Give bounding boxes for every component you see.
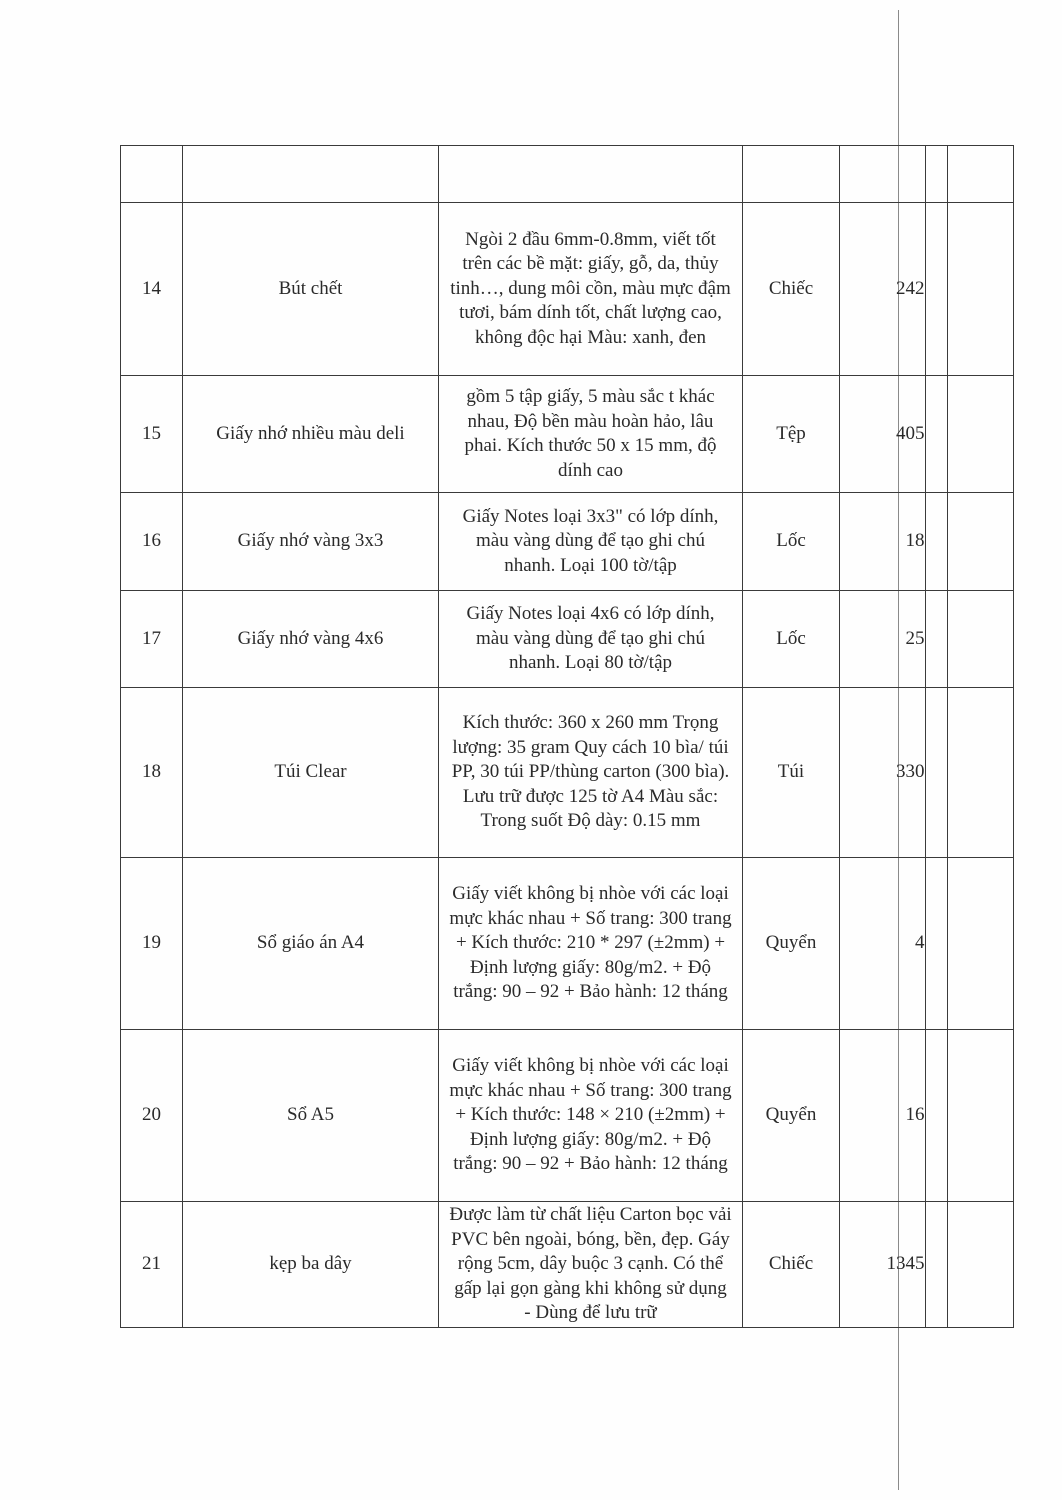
table-header-row [121,146,1014,203]
empty-cell [948,688,1014,858]
item-quantity [840,591,926,688]
item-description: gồm 5 tập giấy, 5 màu sắc t khác nhau, Độ bền màu hoàn hảo, lâu phai. Kích thước 50 x 15 mm, độ dính cao [439,376,743,493]
item-quantity [840,376,926,493]
item-quantity [840,688,926,858]
row-number: 14 [121,203,183,376]
row-number: 15 [121,376,183,493]
item-unit: Lốc [743,591,840,688]
header-cell [948,146,1014,203]
empty-cell [926,591,948,688]
item-name: Giấy nhớ vàng 4x6 [183,591,439,688]
header-cell [926,146,948,203]
empty-cell [926,688,948,858]
empty-cell [926,858,948,1030]
row-number: 17 [121,591,183,688]
item-description: Kích thước: 360 x 260 mm Trọng lượng: 35 gram Quy cách 10 bìa/ túi PP, 30 túi PP/thùng carton (300 bìa). Lưu trữ được 125 tờ A4 Màu sắc: Trong suốt Độ dày: 0.15 mm [439,688,743,858]
empty-cell [948,858,1014,1030]
supplies-table [120,145,1014,1328]
item-quantity-value: 242 [896,277,925,299]
table-row [121,203,1014,376]
item-name: Sổ A5 [183,1030,439,1202]
item-description: Giấy Notes loại 3x3" có lớp dính, màu vàng dùng để tạo ghi chú nhanh. Loại 100 tờ/tập [439,493,743,591]
item-quantity [840,858,926,1030]
table-row [121,493,1014,591]
empty-cell [926,376,948,493]
item-description: Giấy viết không bị nhòe với các loại mực khác nhau + Số trang: 300 trang + Kích thước: 148 × 210 (±2mm) + Định lượng giấy: 80g/m2. + Độ trắng: 90 – 92 + Bảo hành: 12 tháng [439,1030,743,1202]
item-unit: Lốc [743,493,840,591]
item-name: Giấy nhớ nhiều màu deli [183,376,439,493]
item-name: Bút chết [183,203,439,376]
item-quantity [840,1030,926,1202]
empty-cell [948,591,1014,688]
empty-cell [948,1202,1014,1328]
row-number: 19 [121,858,183,1030]
table-row [121,1202,1014,1328]
item-name: Túi Clear [183,688,439,858]
table-row [121,688,1014,858]
empty-cell [948,493,1014,591]
item-unit: Tệp [743,376,840,493]
item-unit: Túi [743,688,840,858]
item-quantity [840,493,926,591]
item-quantity-value: 18 [905,530,925,552]
item-quantity-value: 330 [896,761,925,783]
header-cell [439,146,743,203]
item-name: Sổ giáo án A4 [183,858,439,1030]
empty-cell [926,1030,948,1202]
item-unit: Quyển [743,858,840,1030]
empty-cell [948,203,1014,376]
header-cell [183,146,439,203]
item-unit: Quyển [743,1030,840,1202]
item-unit: Chiếc [743,203,840,376]
item-description: Ngòi 2 đầu 6mm-0.8mm, viết tốt trên các bề mặt: giấy, gỗ, da, thủy tinh…, dung môi cồn, màu mực đậm tươi, bám dính tốt, chất lượng cao, không độc hại Màu: xanh, đen [439,203,743,376]
item-quantity-value: 1345 [886,1253,925,1275]
empty-cell [948,1030,1014,1202]
table-row [121,1030,1014,1202]
item-quantity-value: 4 [915,932,925,954]
table-row [121,591,1014,688]
item-quantity [840,1202,926,1328]
item-quantity [840,203,926,376]
row-number: 18 [121,688,183,858]
header-cell [840,146,926,203]
empty-cell [926,203,948,376]
table-row [121,376,1014,493]
empty-cell [926,1202,948,1328]
header-cell [743,146,840,203]
empty-cell [926,493,948,591]
item-unit: Chiếc [743,1202,840,1328]
row-number: 16 [121,493,183,591]
item-quantity-value: 16 [905,1104,925,1126]
item-name: kẹp ba dây [183,1202,439,1328]
row-number: 21 [121,1202,183,1328]
item-quantity-value: 405 [896,422,925,444]
row-number: 20 [121,1030,183,1202]
header-cell [121,146,183,203]
table-row [121,858,1014,1030]
item-quantity-value: 25 [905,627,925,649]
item-description: Được làm từ chất liệu Carton bọc vải PVC bên ngoài, bóng, bền, đẹp. Gáy rộng 5cm, dây buộc 3 cạnh. Có thể gấp lại gọn gàng khi không sử dụng - Dùng để lưu trữ [439,1202,743,1328]
item-description: Giấy Notes loại 4x6 có lớp dính, màu vàng dùng để tạo ghi chú nhanh. Loại 80 tờ/tập [439,591,743,688]
empty-cell [948,376,1014,493]
item-name: Giấy nhớ vàng 3x3 [183,493,439,591]
item-description: Giấy viết không bị nhòe với các loại mực khác nhau + Số trang: 300 trang + Kích thước: 210 * 297 (±2mm) + Định lượng giấy: 80g/m2. + Độ trắng: 90 – 92 + Bảo hành: 12 tháng [439,858,743,1030]
